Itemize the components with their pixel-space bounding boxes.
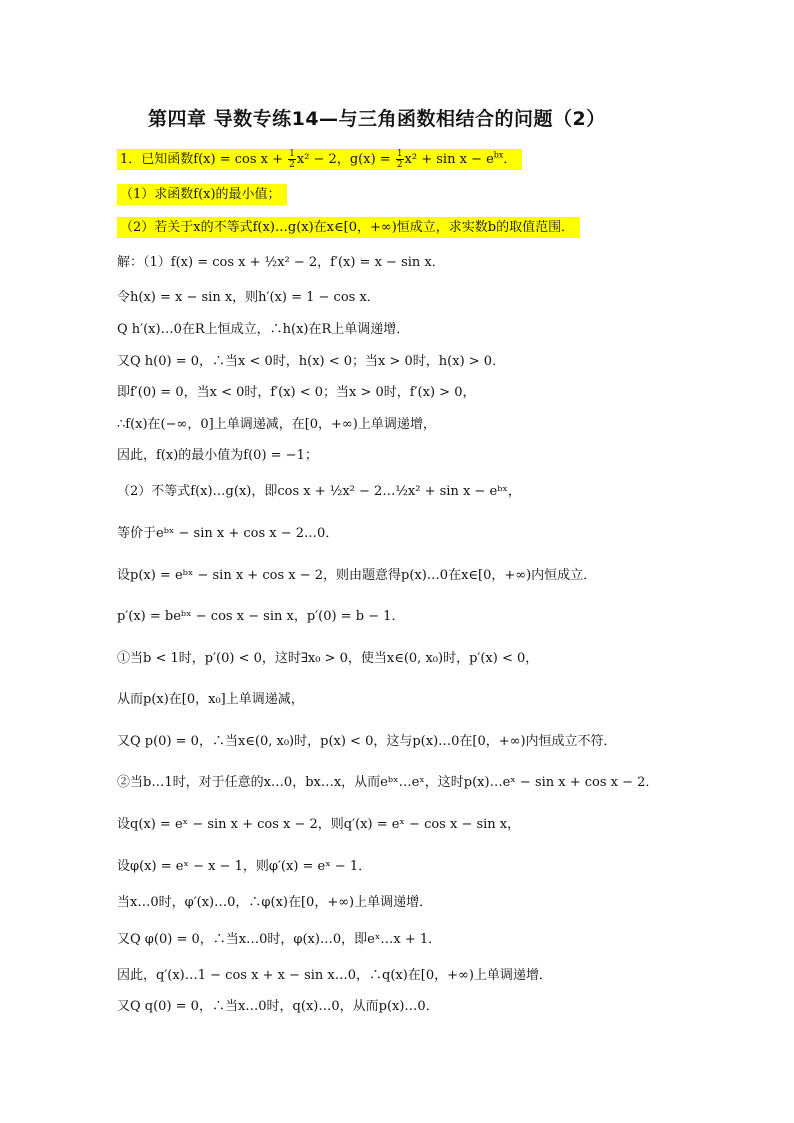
fraction-den-2: 2 bbox=[396, 160, 403, 171]
problem-part-2 bbox=[117, 218, 580, 238]
fraction-half bbox=[288, 149, 296, 170]
solution-line-17: 设φ(x) = eˣ − x − 1，则φ′(x) = eˣ − 1． bbox=[117, 859, 372, 874]
page-title: 第四章 导数专练14—与三角函数相结合的问题（2） bbox=[148, 108, 606, 130]
solution-line-15: ②当b…1时，对于任意的x…0，bx…x，从而eᵇˣ…eˣ，这时p(x)…eˣ − sin x + cos x − 2． bbox=[117, 775, 659, 790]
stem-g-pre: ，g(x) = bbox=[336, 152, 395, 168]
solution-line-14: 又Q p(0) = 0，∴当x∈(0, x₀)时，p(x) < 0，这与p(x)…0在[0，+∞)内恒成立不符． bbox=[117, 734, 617, 749]
fraction-den: 2 bbox=[289, 160, 295, 171]
solution-line-13: 从而p(x)在[0，x₀]上单调递减， bbox=[117, 692, 304, 707]
solution-line-19: 又Q φ(0) = 0，∴当x…0时，φ(x)…0，即eˣ…x + 1． bbox=[117, 932, 442, 947]
stem-g-tail: x² + sin x − e bbox=[404, 152, 494, 168]
solution-line-9: 等价于eᵇˣ − sin x + cos x − 2…0． bbox=[117, 526, 339, 541]
solution-line-8: （2）不等式f(x)…g(x)，即cos x + ½x² − 2…½x² + sin x − eᵇˣ， bbox=[117, 484, 521, 499]
part-1-highlight: （1）求函数f(x)的最小值； bbox=[117, 184, 287, 205]
stem-f-tail: x² − 2 bbox=[296, 152, 337, 168]
stem-prefix: 1．已知函数 bbox=[120, 152, 194, 168]
part-2-highlight: （2）若关于x的不等式f(x)…g(x)在x∈[0，+∞)恒成立，求实数b的取值范围． bbox=[117, 217, 580, 238]
solution-line-3: Q h′(x)…0在R上恒成立，∴h(x)在R上单调递增． bbox=[117, 322, 410, 337]
stem-end: ． bbox=[503, 152, 517, 168]
solution-line-11: p′(x) = beᵇˣ − cos x − sin x，p′(0) = b − 1． bbox=[117, 609, 405, 624]
solution-line-5: 即f′(0) = 0，当x < 0时，f′(x) < 0；当x > 0时，f′(x) > 0， bbox=[117, 385, 476, 400]
solution-line-21: 又Q q(0) = 0，∴当x…0时，q(x)…0，从而p(x)…0． bbox=[117, 999, 439, 1014]
problem-stem-highlight bbox=[117, 149, 522, 170]
fraction-num: 1 bbox=[289, 149, 295, 160]
solution-line-2: 令h(x) = x − sin x，则h′(x) = 1 − cos x． bbox=[117, 290, 380, 305]
solution-line-16: 设q(x) = eˣ − sin x + cos x − 2，则q′(x) = eˣ − cos x − sin x， bbox=[117, 817, 521, 832]
problem-part-1 bbox=[117, 185, 287, 205]
stem-f: f(x) = cos x + bbox=[193, 152, 288, 168]
solution-line-18: 当x…0时，φ′(x)…0，∴φ(x)在[0，+∞)上单调递增． bbox=[117, 895, 433, 910]
stem-g-exponent: bx bbox=[493, 151, 504, 160]
solution-line-4: 又Q h(0) = 0，∴当x < 0时，h(x) < 0；当x > 0时，h(x) > 0． bbox=[117, 354, 506, 369]
solution-line-1: 解：（1）f(x) = cos x + ½x² − 2，f′(x) = x − sin x． bbox=[117, 255, 445, 270]
solution-line-7: 因此，f(x)的最小值为f(0) = −1； bbox=[117, 448, 318, 463]
fraction-half-2 bbox=[396, 149, 404, 170]
solution-line-10: 设p(x) = eᵇˣ − sin x + cos x − 2，则由题意得p(x)…0在x∈[0，+∞)内恒成立． bbox=[117, 568, 597, 583]
solution-line-20: 因此，q′(x)…1 − cos x + x − sin x…0，∴q(x)在[0，+∞)上单调递增． bbox=[117, 968, 552, 983]
solution-line-6: ∴f(x)在(−∞，0]上单调递减，在[0，+∞)上单调递增， bbox=[117, 417, 436, 432]
fraction-num-2: 1 bbox=[396, 149, 403, 160]
problem-stem bbox=[117, 146, 522, 170]
solution-line-12: ①当b < 1时，p′(0) < 0，这时∃x₀ > 0，使当x∈(0, x₀)时，p′(x) < 0， bbox=[117, 651, 539, 666]
